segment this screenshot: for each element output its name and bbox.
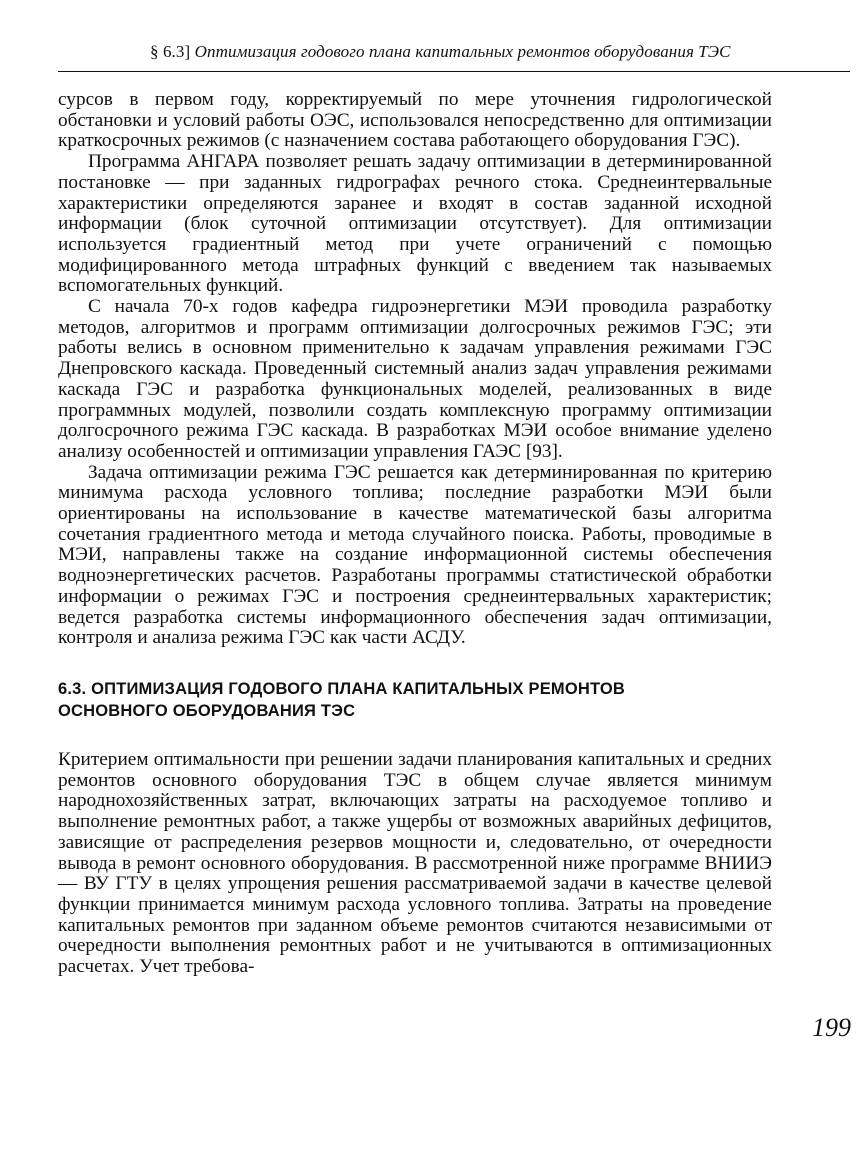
running-title: Оптимизация годового плана капитальных ремонтов оборудования ТЭС [194,42,731,61]
running-head [150,42,850,62]
section-heading [58,649,772,750]
section-paragraph: Критерием оптимальности при решении задачи планирования капитальных и средних ремонтов основного оборудования ТЭС в общем случае является минимум народнохозяйственных затрат, включающих затраты на расходуемое топливо и выполнение ремонтных работ, а также ущербы от возможных аварийных дефицитов, зависящие от распределения резервов мощности и, следовательно, от очередности вывода в ремонт основного оборудования. В рассмотренной ниже программе ВНИИЭ — ВУ ГТУ в целях упрощения решения рассматриваемой задачи в качестве целевой функции принимается минимум расхода условного топлива. Затраты на проведение капитальных ремонтов при заданном объеме ремонтов считаются независимыми от очередности выполнения ремонтных работ и не учитываются в оптимизационных расчетах. Учет требова- [58,748,772,978]
body-paragraph-continued: сурсов в первом году, корректируемый по мере уточнения гидрологической обстановки и условий работы ОЭС, использовался непосредственно для оптимизации краткосрочных режимов (с назначением состава работающего оборудования ГЭС). [58,89,772,152]
section-reference: § 6.3] [150,42,191,61]
page-body [58,90,772,978]
body-paragraph: С начала 70-х годов кафедра гидроэнергетики МЭИ проводила разработку методов, алгоритмов и программ оптимизации долгосрочных режимов ГЭС; эти работы велись в основном применительно к задачам управления режимами ГЭС Днепровского каскада. Проведенный системный анализ задач управления режимами каскада ГЭС и разработка функциональных моделей, реализованных в виде программных модулей, позволили создать комплексную программу оптимизации долгосрочного режима ГЭС каскада. В разработках МЭИ особое внимание уделено анализу особенностей и оптимизации управления ГАЭС [93]. [58,296,772,462]
section-heading-line: 6.3. ОПТИМИЗАЦИЯ ГОДОВОГО ПЛАНА КАПИТАЛЬНЫХ РЕМОНТОВ [58,679,626,698]
body-paragraph: Программа АНГАРА позволяет решать задачу оптимизации в детерминированной постановке — при заданных гидрографах речного стока. Среднеинтервальные характеристики определяются заранее и входят в состав заданной исходной информации (блок суточной оптимизации отсутствует). Для оптимизации используется градиентный метод при учете ограничений с помощью модифицированного метода штрафных функций с введением так называемых вспомогательных функций. [58,151,772,297]
body-paragraph: Задача оптимизации режима ГЭС решается как детерминированная по критерию минимума расхода условного топлива; последние разработки МЭИ были ориентированы на использование в качестве математической базы алгоритма сочетания градиентного метода и метода случайного поиска. Работы, проводимые в МЭИ, направлены также на создание информационной системы обеспечения водноэнергетических расчетов. Разработаны программы статистической обработки информации о режимах ГЭС и построения среднеинтервальных характеристик; ведется разработка системы информационного обеспечения задач оптимизации, контроля и анализа режима ГЭС как части АСДУ. [58,461,772,649]
header-rule [58,71,850,72]
section-heading-line: ОСНОВНОГО ОБОРУДОВАНИЯ ТЭС [58,701,356,720]
page-number: 199 [812,1013,851,1042]
